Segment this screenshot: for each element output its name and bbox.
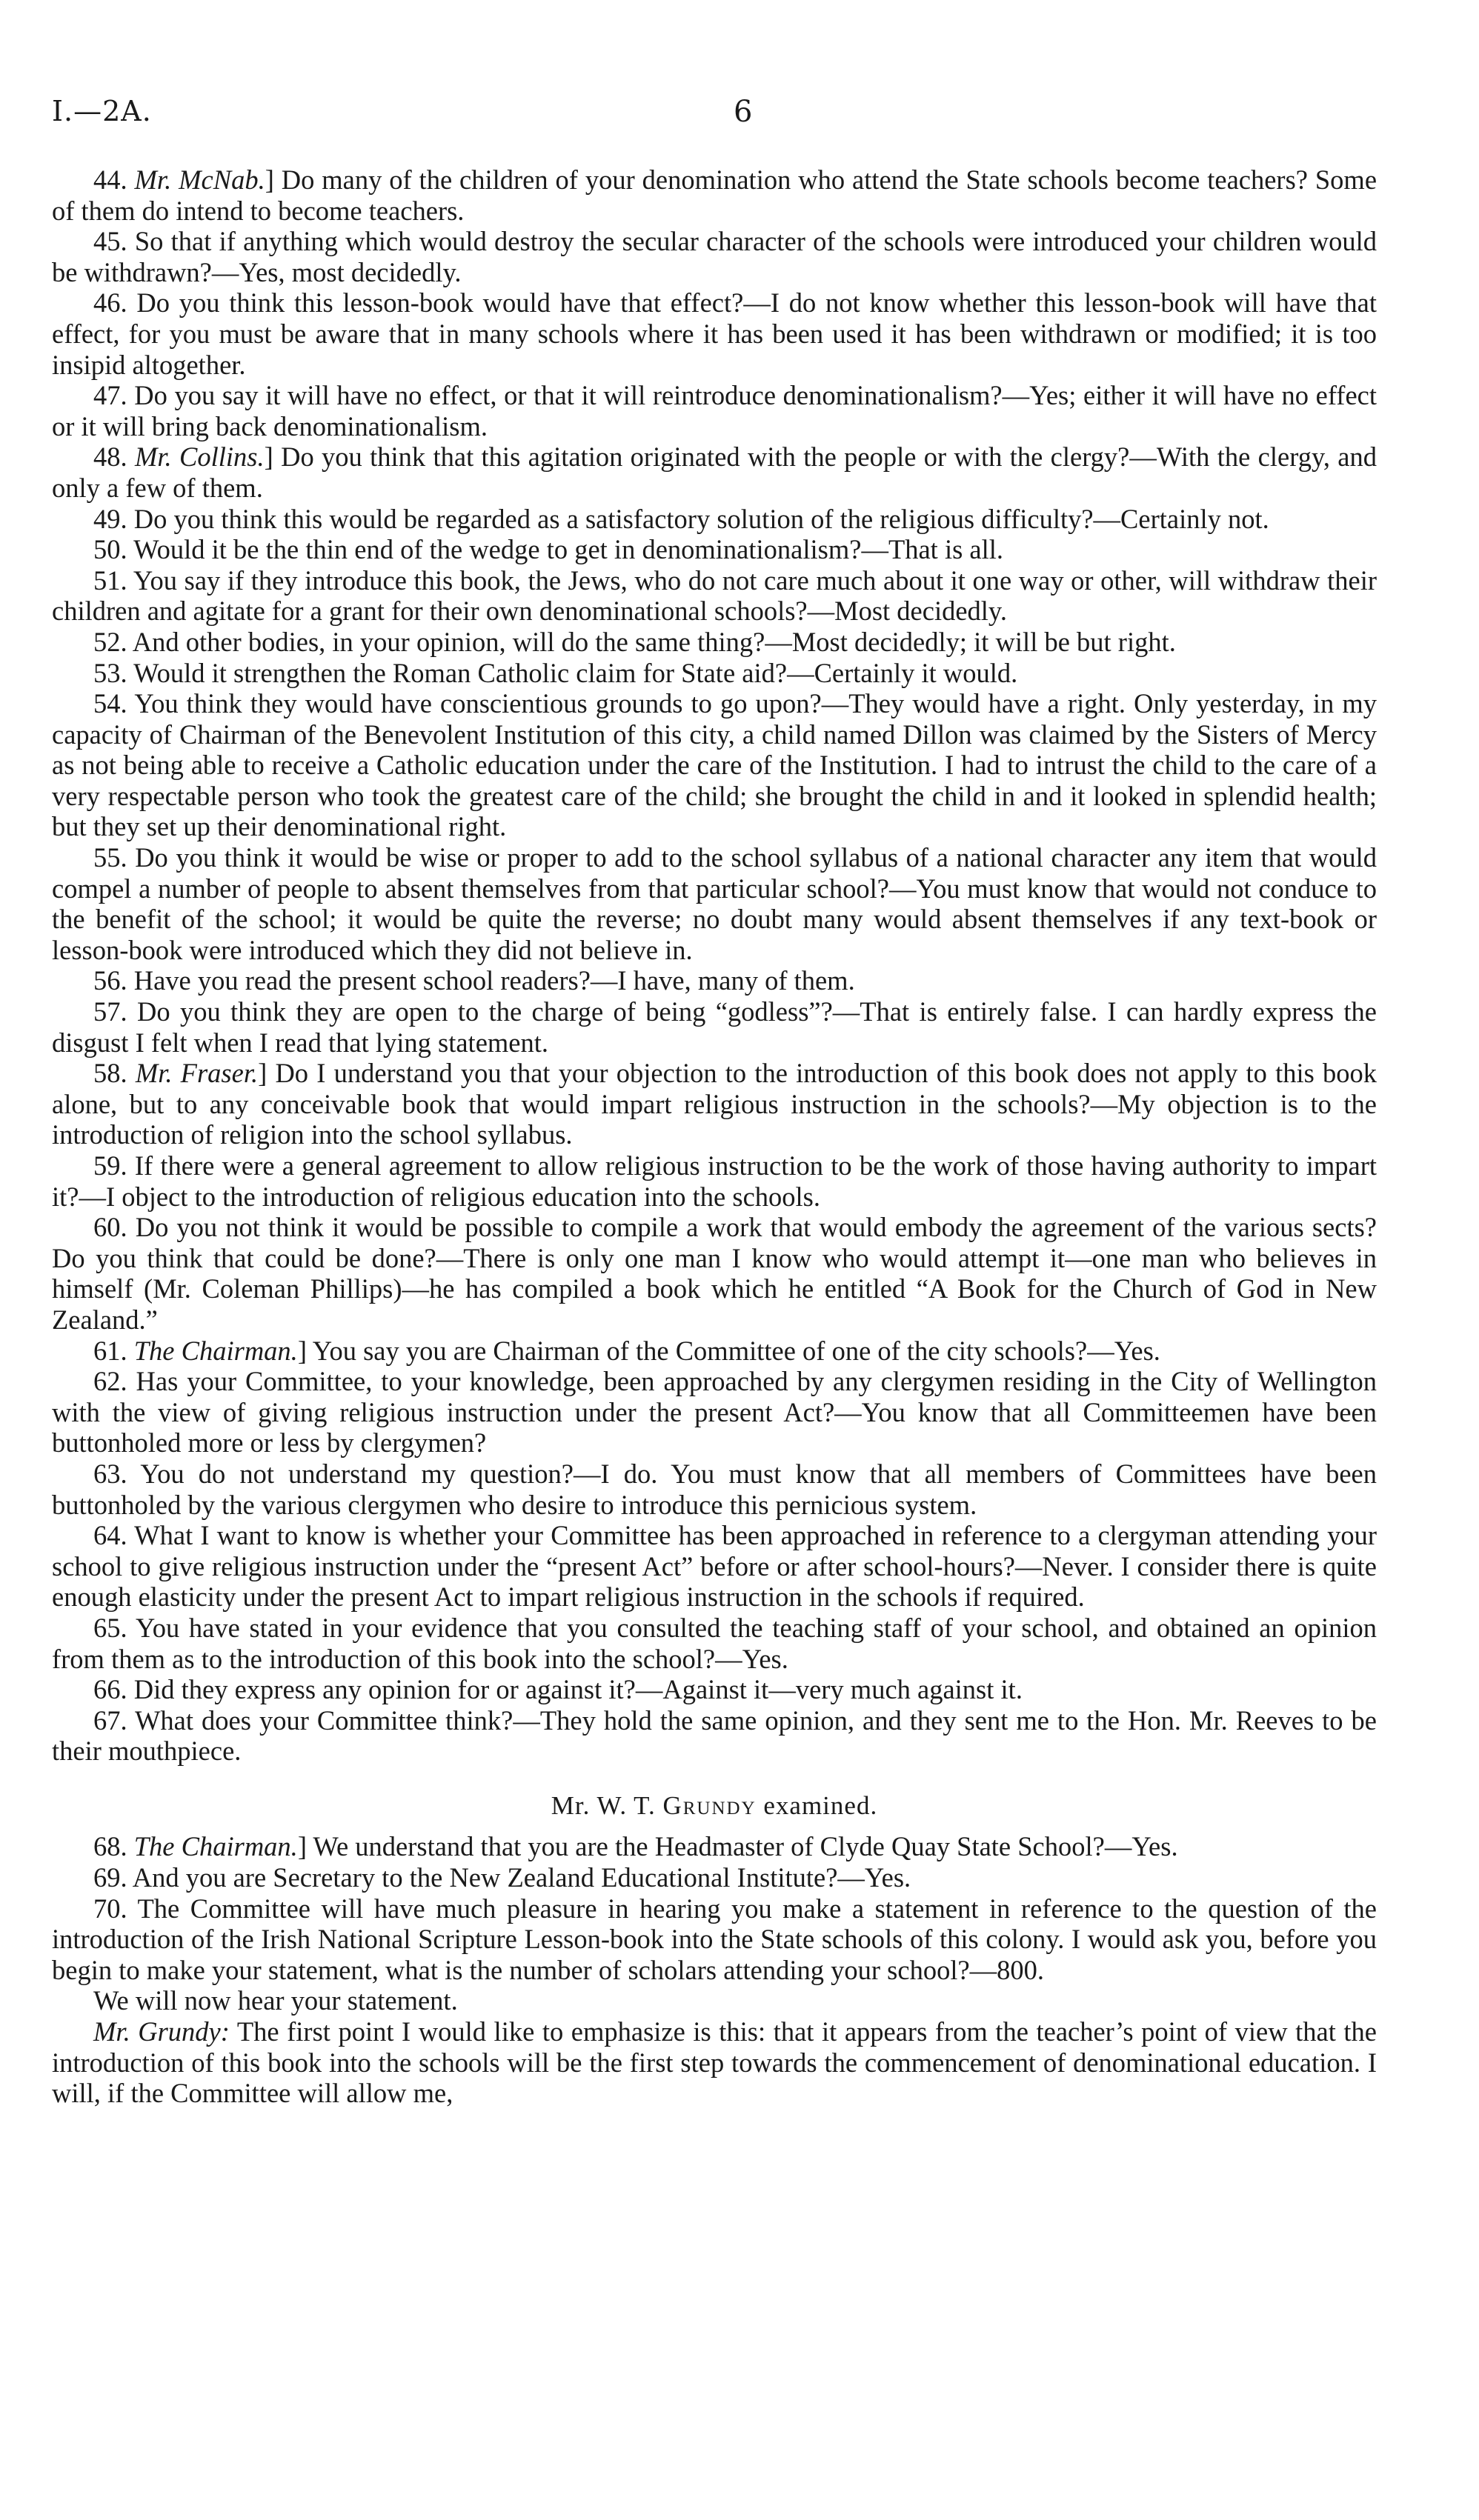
paragraph-text: What does your Committee think?—They hold the same opinion, and they sent me to the Hon. Mr. Reeves to be their mouthpiece. — [52, 1704, 1377, 1767]
paragraph — [52, 1520, 1377, 1613]
question-number: 58. — [93, 1058, 127, 1089]
paragraph — [52, 565, 1377, 627]
paragraph — [52, 842, 1377, 965]
paragraph — [52, 1058, 1377, 1150]
paragraph — [52, 2016, 1377, 2109]
speaker-name: Mr. Fraser. — [135, 1058, 259, 1089]
heading-prefix: Mr. W. T. — [551, 1790, 656, 1820]
question-number: 52. — [93, 626, 127, 657]
speaker-name: Mr. Collins. — [134, 441, 265, 473]
paragraph — [52, 287, 1377, 380]
paragraph-text: So that if anything which would destroy the secular character of the schools were introduced your children would be withdrawn?—Yes, most decidedly. — [52, 226, 1377, 287]
testimony-section-2 — [52, 1831, 1377, 2108]
speaker-name: Mr. Grundy: — [93, 2016, 230, 2047]
question-number: 51. — [93, 564, 127, 596]
paragraph — [52, 441, 1377, 503]
speaker-name: The Chairman. — [133, 1335, 298, 1366]
paragraph-text: Have you read the present school readers?—I have, many of them. — [133, 965, 855, 996]
paragraph — [52, 380, 1377, 441]
heading-suffix: examined. — [763, 1790, 878, 1820]
question-number: 55. — [93, 842, 127, 873]
paragraph-text: Has your Committee, to your knowledge, been approached by any clergymen residing in the City of Wellington with the view of giving religious instruction under the present Act?—You know that all Committeemen have been buttonholed more or less by clergymen? — [52, 1366, 1377, 1459]
paragraph — [52, 1831, 1377, 1862]
paragraph — [52, 1674, 1377, 1705]
page-number: 6 — [734, 95, 753, 129]
question-number: 62. — [93, 1366, 127, 1397]
paragraph — [52, 164, 1377, 226]
section-heading — [52, 1790, 1377, 1821]
paragraph-text: You do not understand my question?—I do. You must know that all members of Committees have been buttonholed by the various clergymen who desire to introduce this pernicious system. — [52, 1458, 1377, 1520]
heading-surname: Grundy — [662, 1790, 757, 1820]
question-number: 56. — [93, 965, 127, 996]
paragraph-text: You say if they introduce this book, the Jews, who do not care much about it one way or other, will withdraw their children and agitate for a grant for their own denominational schools?—Most decidedly. — [52, 564, 1377, 627]
paragraph-text: Do you say it will have no effect, or that it will reintroduce denominationalism?—Yes; either it will have no effect or it will bring back denominationalism. — [52, 380, 1377, 441]
question-number: 60. — [93, 1212, 127, 1243]
paragraph — [52, 504, 1377, 535]
paragraph — [52, 1336, 1377, 1367]
question-number: 67. — [93, 1704, 127, 1736]
question-number: 66. — [93, 1674, 127, 1705]
question-number: 61. — [93, 1335, 127, 1366]
paragraph — [52, 1613, 1377, 1674]
paragraph-text: Do you not think it would be possible to compile a work that would embody the agreement of the various sects? Do you think that could be done?—There is only one man I know who would attempt it—one man who believes in himself (Mr. Coleman Phillips)—he has compiled a book which he entitled “A Book for the Church of God in New Zealand.” — [52, 1212, 1377, 1335]
paragraph-text: What I want to know is whether your Committee has been approached in reference to a clergyman attending your school to give religious instruction under the “present Act” before or after school-hours?—Never. I consider there is quite enough elasticity under the present Act to impart religious instruction in the schools if required. — [52, 1520, 1377, 1613]
question-number: 69. — [93, 1862, 127, 1893]
question-number: 59. — [93, 1150, 127, 1181]
paragraph-text: Did they express any opinion for or against it?—Against it—very much against it. — [133, 1674, 1023, 1705]
paragraph-text: The Committee will have much pleasure in hearing you make a statement in reference to the question of the introduction of the Irish National Scripture Lesson-book into the State schools of this colony. I would ask you, before you begin to make your statement, what is the number of scholars attending your school?—800. — [52, 1893, 1377, 1985]
paragraph-text: The first point I would like to emphasize is this: that it appears from the teacher’s point of view that the introduction of this book into the schools will be the first step towards the commencement of denominational education. I will, if the Committee will allow me, — [52, 2016, 1377, 2109]
question-number: 63. — [93, 1458, 127, 1489]
paragraph — [52, 1705, 1377, 1767]
document-reference: I.—2A. — [52, 95, 152, 127]
paragraph-text: And other bodies, in your opinion, will do the same thing?—Most decidedly; it will be but right. — [132, 626, 1176, 657]
paragraph — [52, 658, 1377, 689]
paragraph-text: And you are Secretary to the New Zealand Educational Institute?—Yes. — [132, 1862, 911, 1893]
paragraph-text: Would it be the thin end of the wedge to get in denominationalism?—That is all. — [133, 534, 1004, 565]
paragraph — [52, 996, 1377, 1058]
paragraph-text: Would it strengthen the Roman Catholic claim for State aid?—Certainly it would. — [133, 657, 1018, 688]
paragraph-text: ] Do many of the children of your denomination who attend the State schools become teachers? Some of them do intend to become teachers. — [52, 164, 1377, 226]
question-number: 68. — [93, 1831, 127, 1862]
paragraph-text: We will now hear your statement. — [93, 1985, 458, 2016]
question-number: 44. — [93, 164, 127, 195]
paragraph-text: ] Do I understand you that your objection to the introduction of this book does not apply to this book alone, but to any conceivable book that would impart religious instruction in the schools?—My objection is to the introduction of religion into the school syllabus. — [52, 1058, 1377, 1150]
paragraph-text: You think they would have conscientious grounds to go upon?—They would have a right. Only yesterday, in my capacity of Chairman of the Benevolent Institution of this city, a child named Dillon was claimed by the Sisters of Mercy as not being able to receive a Catholic education under the care of the Institution. I had to intrust the child to the care of a very respectable person who took the greatest care of the child; she brought the child in and it looked in splendid health; but they set up their denominational right. — [52, 688, 1377, 842]
question-number: 48. — [93, 441, 127, 473]
paragraph-text: ] We understand that you are the Headmaster of Clyde Quay State School?—Yes. — [297, 1831, 1178, 1862]
paragraph-text: Do you think they are open to the charge of being “godless”?—That is entirely false. I can hardly express the disgust I felt when I read that lying statement. — [52, 996, 1377, 1058]
paragraph — [52, 226, 1377, 287]
paragraph-text: ] You say you are Chairman of the Committee of one of the city schools?—Yes. — [297, 1335, 1160, 1366]
question-number: 65. — [93, 1612, 127, 1643]
paragraph — [52, 627, 1377, 658]
paragraph-text: Do you think this would be regarded as a satisfactory solution of the religious difficulty?—Certainly not. — [133, 503, 1269, 534]
speaker-name: Mr. McNab. — [134, 164, 265, 195]
paragraph — [52, 1985, 1377, 2016]
paragraph — [52, 1150, 1377, 1212]
question-number: 64. — [93, 1520, 127, 1551]
paragraph — [52, 1212, 1377, 1335]
paragraph-text: ] Do you think that this agitation originated with the people or with the clergy?—With the clergy, and only a few of them. — [52, 441, 1377, 503]
paragraph — [52, 965, 1377, 996]
question-number: 47. — [93, 380, 127, 411]
question-number: 70. — [93, 1893, 127, 1924]
page-header — [0, 95, 1479, 139]
speaker-name: The Chairman. — [133, 1831, 298, 1862]
document-body — [52, 164, 1377, 2109]
question-number: 45. — [93, 226, 127, 257]
question-number: 49. — [93, 503, 127, 534]
paragraph-text: You have stated in your evidence that you consulted the teaching staff of your school, and obtained an opinion from them as to the introduction of this book into the school?—Yes. — [52, 1612, 1377, 1674]
question-number: 53. — [93, 657, 127, 688]
testimony-section-1 — [52, 164, 1377, 1767]
paragraph — [52, 1366, 1377, 1459]
paragraph — [52, 1862, 1377, 1893]
paragraph-text: If there were a general agreement to allow religious instruction to be the work of those having authority to impart it?—I object to the introduction of religious education into the schools. — [52, 1150, 1377, 1212]
paragraph-text: Do you think this lesson-book would have that effect?—I do not know whether this lesson-book will have that effect, for you must be aware that in many schools where it has been used it has been withdrawn or modified; it is too insipid altogether. — [52, 287, 1377, 380]
question-number: 57. — [93, 996, 127, 1027]
paragraph — [52, 1893, 1377, 1986]
question-number: 46. — [93, 287, 127, 319]
paragraph — [52, 534, 1377, 565]
paragraph — [52, 1459, 1377, 1520]
paragraph-text: Do you think it would be wise or proper to add to the school syllabus of a national character any item that would compel a number of people to absent themselves from that particular school?—You must know that would not conduce to the benefit of the school; it would be quite the reverse; no doubt many would absent themselves if any text-book or lesson-book were introduced which they did not believe in. — [52, 842, 1377, 965]
question-number: 54. — [93, 688, 127, 719]
paragraph — [52, 688, 1377, 842]
question-number: 50. — [93, 534, 127, 565]
